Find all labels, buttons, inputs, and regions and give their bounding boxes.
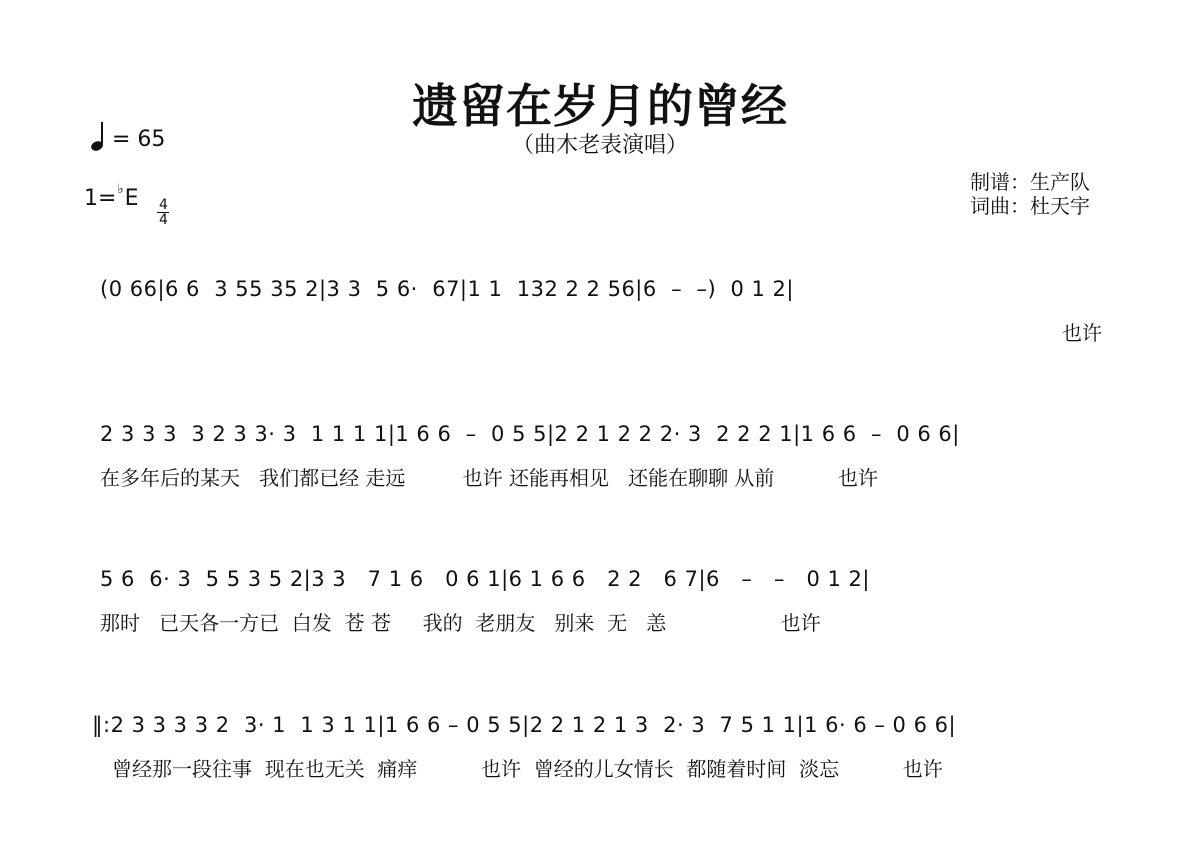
lyrics-line-4: 曾经那一段往事 现在也无关 痛痒 也许 曾经的儿女情长 都随着时间 淡忘 也许 — [112, 757, 943, 781]
flat-sign: ♭ — [117, 182, 124, 197]
notation-line-1: (0 66|6 6 3 55 35 2|3 3 5 6· 67|1 1 132 2 2 56|6 – –) 0 1 2| — [100, 277, 794, 301]
quarter-note-icon — [90, 120, 104, 152]
meter-top: 4 — [159, 197, 168, 213]
time-signature — [157, 198, 169, 227]
notation-line-2: 2 3 3 3 3 2 3 3· 3 1 1 1 1|1 6 6 – 0 5 5|2 2 1 2 2 2· 3 2 2 2 1|1 6 6 – 0 6 6| — [100, 422, 960, 446]
notation-line-3: 5 6 6· 3 5 5 3 5 2|3 3 7 1 6 0 6 1|6 1 6 6 2 2 6 7|6 – – 0 1 2| — [100, 567, 870, 591]
tempo-value: = 65 — [112, 127, 166, 152]
lyrics-line-3: 那时 已天各一方已 白发 苍 苍 我的 老朋友 别来 无 恙 也许 — [100, 611, 821, 635]
credits — [970, 170, 1090, 218]
lyrics-line-2: 在多年后的某天 我们都已经 走远 也许 还能再相见 还能在聊聊 从前 也许 — [100, 466, 879, 490]
key-signature — [84, 182, 169, 228]
key-note: E — [124, 186, 139, 211]
lyrics-line-1: 也许 — [1062, 321, 1102, 345]
key-prefix: 1= — [84, 186, 117, 211]
notation-credit: 制谱：生产队 — [970, 170, 1090, 194]
meter-bottom: 4 — [159, 212, 168, 228]
performer-subtitle: （曲木老表演唱） — [511, 133, 688, 158]
song-title: 遗留在岁月的曾经 — [412, 79, 788, 133]
tempo-marking — [90, 120, 165, 152]
lyrics-music-credit: 词曲：杜天宇 — [970, 194, 1090, 218]
notation-line-4: ‖:2 3 3 3 3 2 3· 1 1 3 1 1|1 6 6 – 0 5 5|2 2 1 2 1 3 2· 3 7 5 1 1|1 6· 6 – 0 6 6| — [92, 713, 957, 737]
